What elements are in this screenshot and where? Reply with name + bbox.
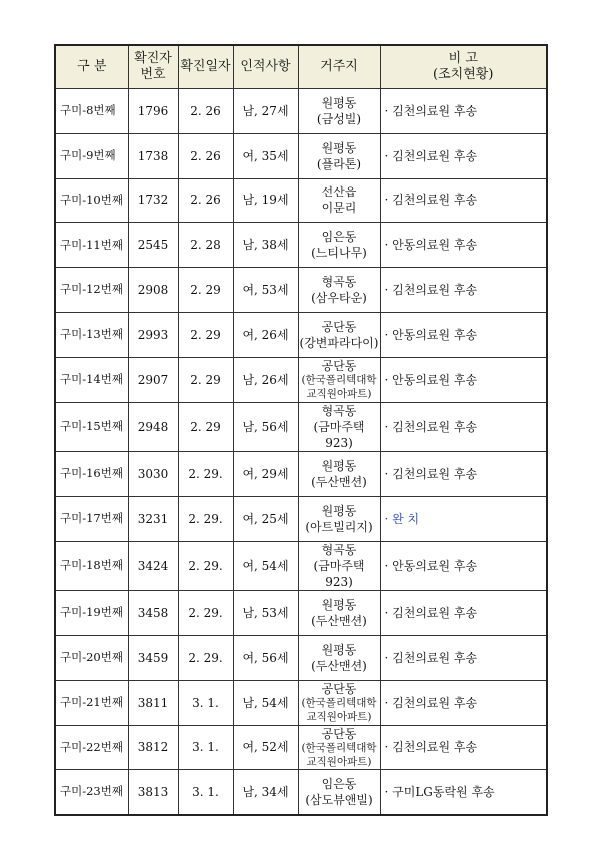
remark: · 안동의료원 후송 — [380, 541, 547, 591]
case-id: 구미-23번째 — [55, 770, 128, 815]
table-row — [55, 680, 547, 725]
residence-district: 공단동 — [321, 319, 357, 334]
confirm-date: 2. 29. — [178, 541, 233, 591]
confirm-number: 1732 — [128, 178, 178, 223]
residence-detail: (한국폴리텍대학 — [301, 374, 377, 387]
personal-info: 남, 38세 — [233, 223, 298, 268]
residence-district: 원평동 — [321, 642, 357, 657]
remark: · 김천의료원 후송 — [380, 636, 547, 681]
header-residence: 거주지 — [298, 45, 380, 89]
residence — [298, 496, 380, 541]
remark: · 안동의료원 후송 — [380, 223, 547, 268]
residence — [298, 541, 380, 591]
table-row — [55, 268, 547, 313]
residence-detail: (한국폴리텍대학 — [301, 742, 377, 755]
confirm-number: 3424 — [128, 541, 178, 591]
table-row — [55, 223, 547, 268]
table-row — [55, 725, 547, 770]
case-id: 구미-21번째 — [55, 680, 128, 725]
residence — [298, 268, 380, 313]
residence — [298, 636, 380, 681]
residence-detail: (아트빌리지) — [305, 519, 373, 534]
personal-info: 남, 26세 — [233, 357, 298, 402]
personal-info: 남, 56세 — [233, 402, 298, 452]
residence — [298, 133, 380, 178]
residence-detail: (느티나무) — [311, 246, 367, 261]
remark: · 김천의료원 후송 — [380, 452, 547, 497]
confirm-number: 3030 — [128, 452, 178, 497]
confirm-number: 2545 — [128, 223, 178, 268]
table-row — [55, 636, 547, 681]
residence-district: 임은동 — [321, 230, 357, 245]
confirm-number: 1738 — [128, 133, 178, 178]
residence — [298, 452, 380, 497]
confirm-date: 3. 1. — [178, 680, 233, 725]
confirm-number: 3813 — [128, 770, 178, 815]
case-id: 구미-12번째 — [55, 268, 128, 313]
header-category: 구 분 — [55, 45, 128, 89]
remark: · 구미LG동락원 후송 — [380, 770, 547, 815]
confirm-date: 2. 29. — [178, 452, 233, 497]
residence-district: 형곡동 — [321, 403, 357, 418]
personal-info: 남, 27세 — [233, 89, 298, 134]
confirm-date: 2. 29 — [178, 312, 233, 357]
header-confirm-date: 확진일자 — [178, 45, 233, 89]
confirm-number: 3811 — [128, 680, 178, 725]
remark: · 완 치 — [380, 496, 547, 541]
personal-info: 여, 53세 — [233, 268, 298, 313]
residence-detail: (강변파라다이) — [299, 335, 379, 350]
residence-detail: (금성빌) — [316, 111, 362, 126]
residence — [298, 725, 380, 770]
remark: · 안동의료원 후송 — [380, 312, 547, 357]
case-id: 구미-10번째 — [55, 178, 128, 223]
table-row — [55, 452, 547, 497]
confirm-date: 2. 29 — [178, 268, 233, 313]
confirm-number: 2908 — [128, 268, 178, 313]
case-id: 구미-13번째 — [55, 312, 128, 357]
residence — [298, 89, 380, 134]
residence-detail: (금마주택 923) — [313, 558, 365, 590]
residence — [298, 770, 380, 815]
table-row — [55, 770, 547, 815]
confirm-number: 2907 — [128, 357, 178, 402]
confirm-number: 3459 — [128, 636, 178, 681]
residence-district: 형곡동 — [321, 542, 357, 557]
remark: · 안동의료원 후송 — [380, 357, 547, 402]
header-personal: 인적사항 — [233, 45, 298, 89]
residence-detail: (삼우타운) — [311, 291, 367, 306]
confirm-date: 2. 29 — [178, 357, 233, 402]
confirm-number: 3812 — [128, 725, 178, 770]
personal-info: 남, 53세 — [233, 591, 298, 636]
table-row — [55, 178, 547, 223]
remark: · 김천의료원 후송 — [380, 89, 547, 134]
confirm-date: 2. 26 — [178, 133, 233, 178]
case-id: 구미-15번째 — [55, 402, 128, 452]
header-remarks: 비 고 (조치현황) — [380, 45, 547, 89]
case-id: 구미-17번째 — [55, 496, 128, 541]
confirm-date: 3. 1. — [178, 725, 233, 770]
case-id: 구미-11번째 — [55, 223, 128, 268]
remark: · 김천의료원 후송 — [380, 591, 547, 636]
table-row — [55, 541, 547, 591]
confirm-number: 2948 — [128, 402, 178, 452]
residence-district: 원평동 — [321, 458, 357, 473]
residence-district: 원평동 — [321, 140, 357, 155]
residence — [298, 312, 380, 357]
confirm-number: 1796 — [128, 89, 178, 134]
remark: · 김천의료원 후송 — [380, 402, 547, 452]
remark: · 김천의료원 후송 — [380, 268, 547, 313]
case-id: 구미-9번째 — [55, 133, 128, 178]
personal-info: 여, 56세 — [233, 636, 298, 681]
residence-detail: 이문리 — [321, 201, 357, 216]
confirm-number: 3458 — [128, 591, 178, 636]
header-confirm-no: 확진자 번호 — [128, 45, 178, 89]
residence-detail-2: 교직원아파트) — [306, 710, 372, 723]
residence — [298, 223, 380, 268]
residence-district: 형곡동 — [321, 274, 357, 289]
confirm-date: 3. 1. — [178, 770, 233, 815]
residence — [298, 591, 380, 636]
case-id: 구미-20번째 — [55, 636, 128, 681]
table-header-row — [55, 45, 547, 89]
residence-district: 선산읍 — [321, 185, 357, 200]
residence-detail: (두산맨션) — [311, 614, 367, 629]
personal-info: 여, 35세 — [233, 133, 298, 178]
residence-detail: (금마주택 923) — [313, 419, 365, 450]
residence-detail: (두산맨션) — [311, 658, 367, 673]
case-id: 구미-8번째 — [55, 89, 128, 134]
personal-info: 여, 25세 — [233, 496, 298, 541]
personal-info: 여, 52세 — [233, 725, 298, 770]
confirm-number: 2993 — [128, 312, 178, 357]
case-id: 구미-18번째 — [55, 541, 128, 591]
residence-district: 원평동 — [321, 598, 357, 612]
residence-district: 공단동 — [321, 726, 357, 741]
residence-district: 공단동 — [321, 682, 357, 697]
residence — [298, 357, 380, 402]
personal-info: 남, 54세 — [233, 680, 298, 725]
remark: · 김천의료원 후송 — [380, 178, 547, 223]
residence — [298, 680, 380, 725]
residence — [298, 178, 380, 223]
personal-info: 여, 54세 — [233, 541, 298, 591]
table-row — [55, 133, 547, 178]
case-id: 구미-16번째 — [55, 452, 128, 497]
residence-district: 임은동 — [321, 776, 357, 791]
remark: · 김천의료원 후송 — [380, 680, 547, 725]
personal-info: 남, 34세 — [233, 770, 298, 815]
confirm-date: 2. 29. — [178, 636, 233, 681]
case-id: 구미-14번째 — [55, 357, 128, 402]
table-row — [55, 89, 547, 134]
residence-district: 공단동 — [321, 358, 357, 373]
residence-detail: (두산맨션) — [311, 475, 367, 490]
remark: · 김천의료원 후송 — [380, 133, 547, 178]
confirmed-cases-table — [54, 44, 548, 816]
confirm-date: 2. 29 — [178, 402, 233, 452]
residence-detail: (한국폴리텍대학 — [301, 697, 377, 710]
confirm-date: 2. 26 — [178, 89, 233, 134]
remark: · 김천의료원 후송 — [380, 725, 547, 770]
residence-detail: (삼도뷰앤빌) — [305, 793, 373, 808]
personal-info: 남, 19세 — [233, 178, 298, 223]
table-row — [55, 312, 547, 357]
case-id: 구미-19번째 — [55, 591, 128, 636]
residence-detail: (플라톤) — [316, 156, 362, 171]
table-row — [55, 402, 547, 452]
residence-detail-2: 교직원아파트) — [306, 387, 372, 400]
residence-district: 원평동 — [321, 503, 357, 518]
confirm-date: 2. 29. — [178, 496, 233, 541]
table-row — [55, 496, 547, 541]
case-id: 구미-22번째 — [55, 725, 128, 770]
residence-detail-2: 교직원아파트) — [306, 755, 372, 768]
residence — [298, 402, 380, 452]
table-row — [55, 591, 547, 636]
residence-district: 원평동 — [321, 95, 357, 110]
confirm-date: 2. 29. — [178, 591, 233, 636]
personal-info: 여, 29세 — [233, 452, 298, 497]
confirm-date: 2. 28 — [178, 223, 233, 268]
confirm-number: 3231 — [128, 496, 178, 541]
personal-info: 여, 26세 — [233, 312, 298, 357]
confirm-date: 2. 26 — [178, 178, 233, 223]
table-row — [55, 357, 547, 402]
